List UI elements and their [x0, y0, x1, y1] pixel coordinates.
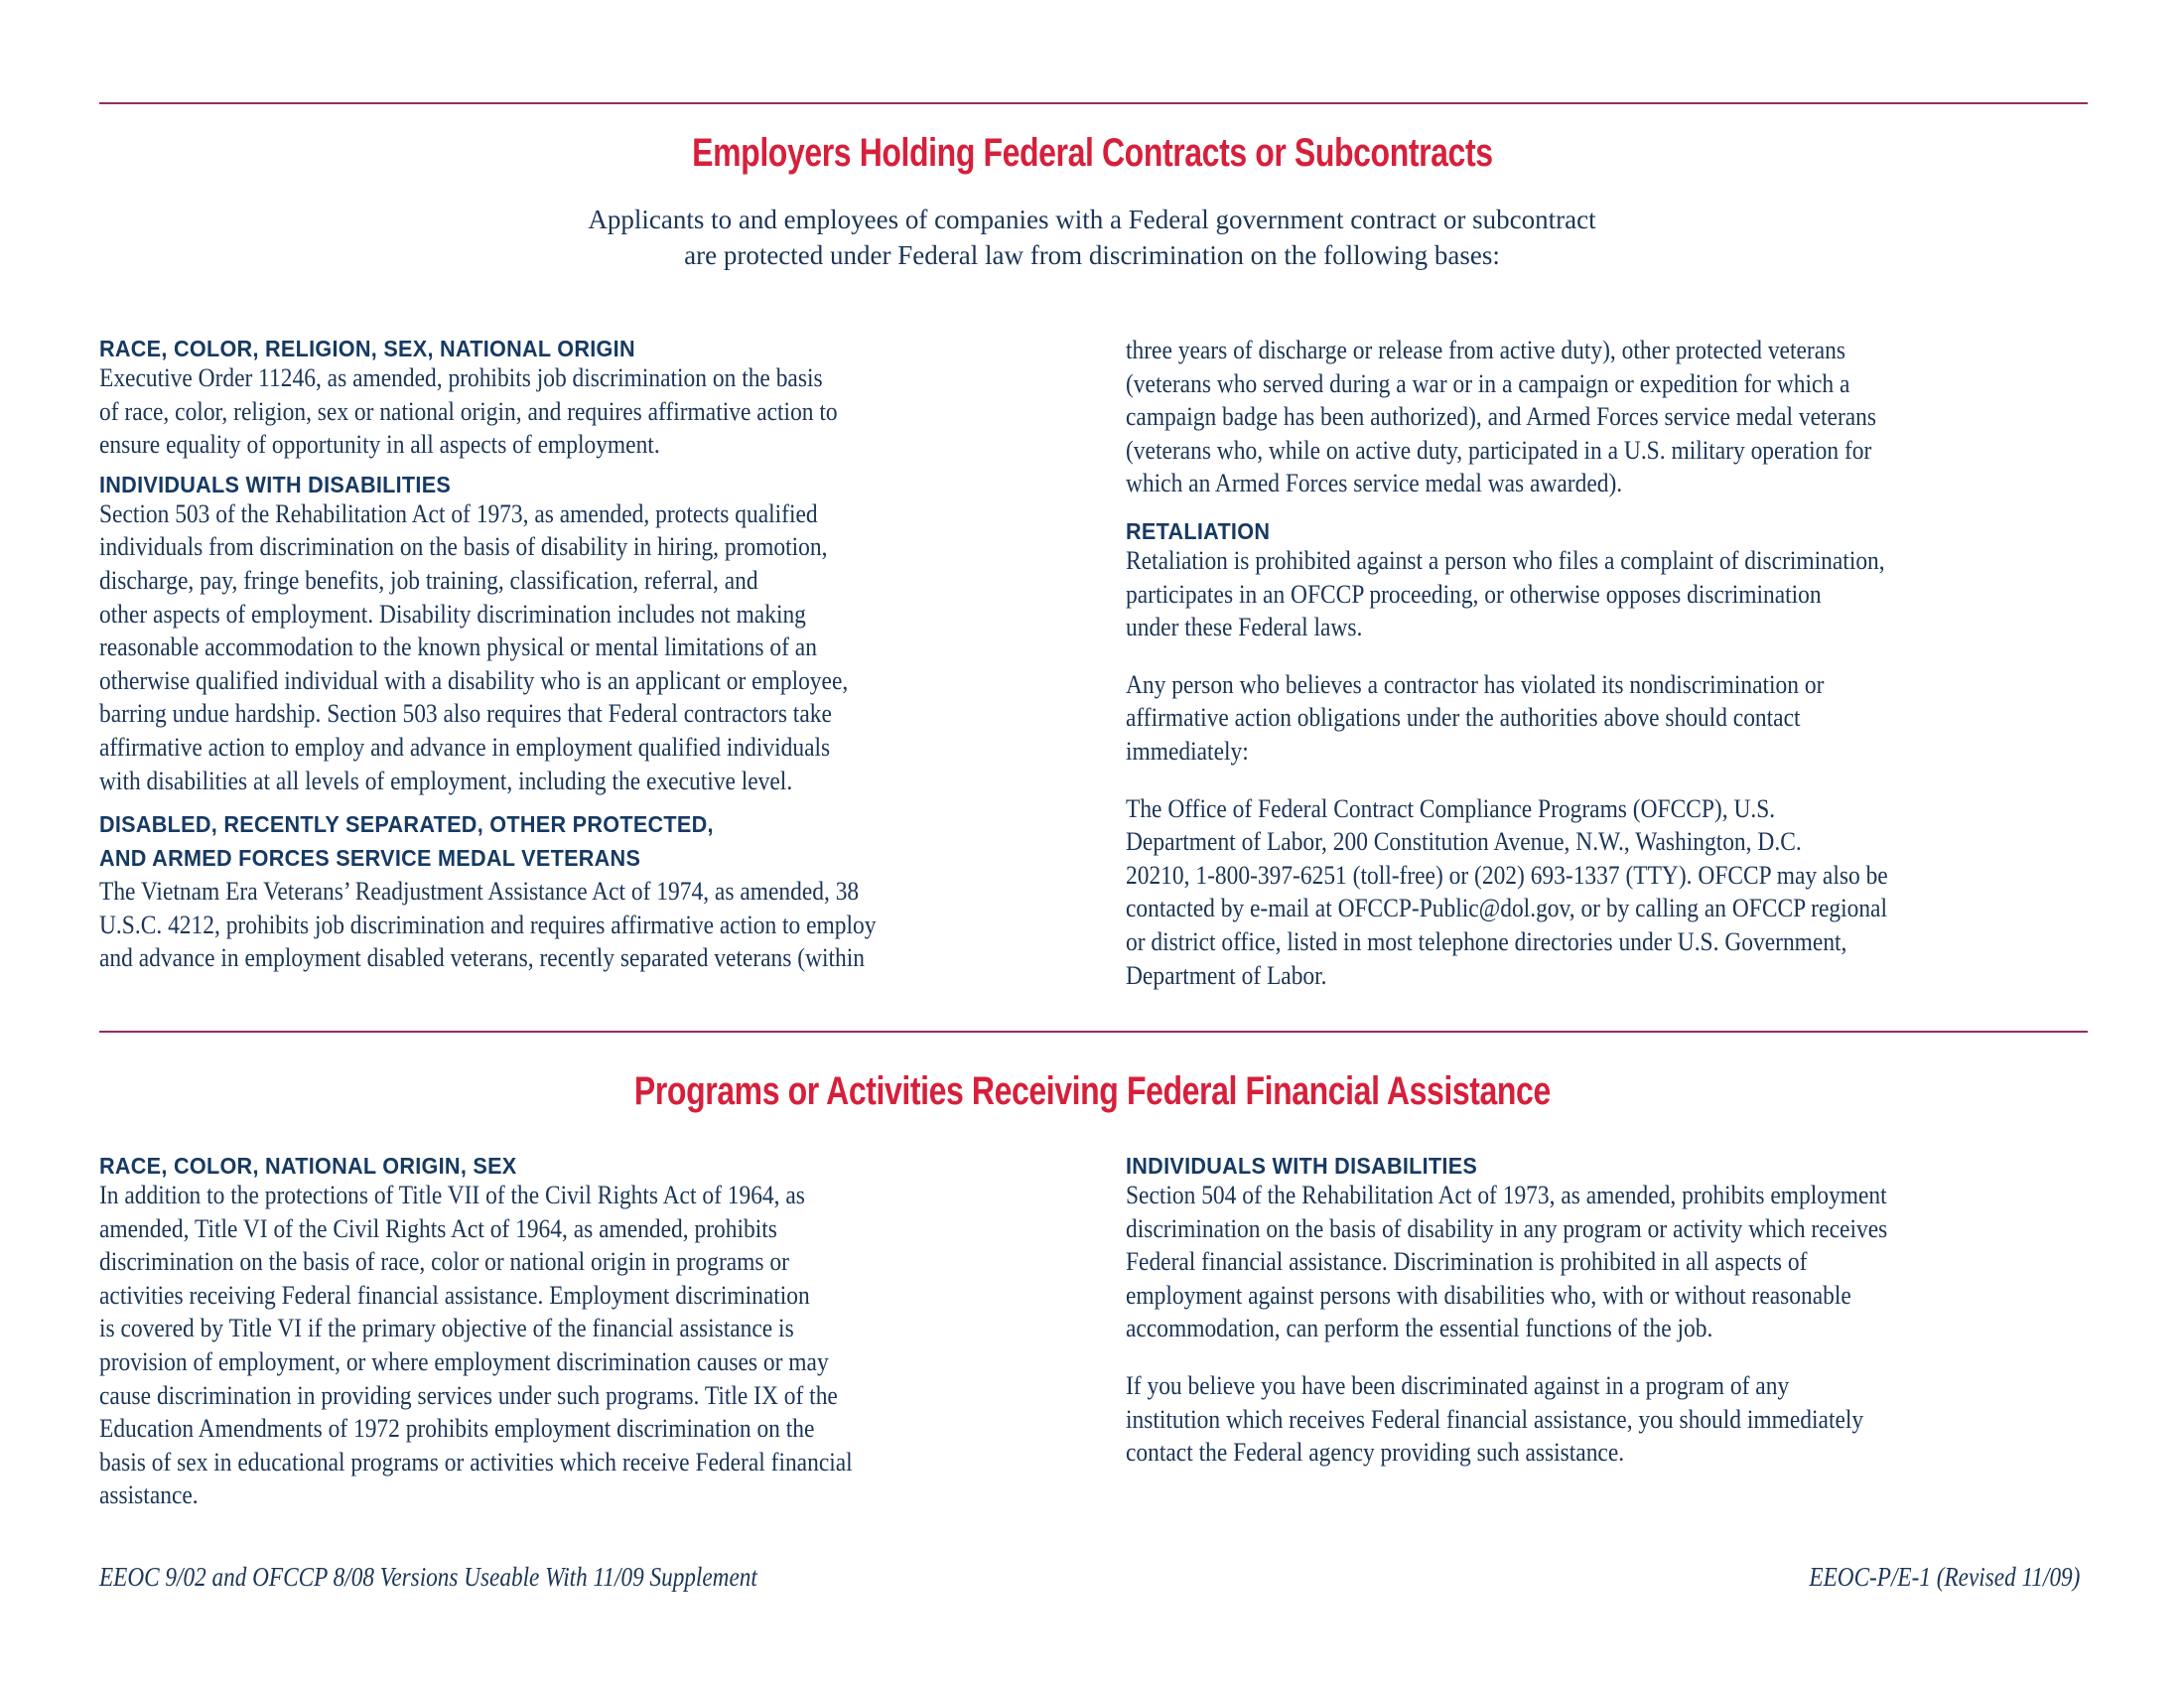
section1-right-column [1126, 334, 2109, 992]
text-line: Federal financial assistance. Discrimination is prohibited in all aspects of [1126, 1246, 1808, 1277]
heading-veterans [99, 807, 1024, 875]
text-line: and advance in employment disabled veterans, recently separated veterans (within [99, 942, 866, 973]
text-line: other aspects of employment. Disability discrimination includes not making [99, 598, 806, 629]
text-line: under these Federal laws. [1126, 612, 1363, 642]
text-line: Department of Labor. [1126, 959, 1327, 990]
paragraph-section503 [99, 497, 1083, 797]
text-line: (veterans who, while on active duty, participated in a U.S. military operation for [1126, 434, 1872, 465]
text-line: U.S.C. 4212, prohibits job discrimination and requires affirmative action to employ [99, 909, 877, 939]
text-line: which an Armed Forces service medal was awarded). [1126, 468, 1623, 498]
text-line: immediately: [1126, 735, 1249, 766]
text-line: contacted by e-mail at OFCCP-Public@dol.gov, or by calling an OFCCP regional [1126, 893, 1887, 923]
text-line: ensure equality of opportunity in all aspects of employment. [99, 429, 660, 460]
heading-individuals-disabilities-504: INDIVIDUALS WITH DISABILITIES [1126, 1153, 1478, 1179]
heading-retaliation: RETALIATION [1126, 517, 1271, 544]
text-line: discrimination on the basis of disability in any program or activity which receives [1126, 1212, 1888, 1243]
section1-intro [0, 202, 2184, 273]
heading-race-color-national-origin: RACE, COLOR, NATIONAL ORIGIN, SEX [99, 1153, 517, 1179]
text-line: amended, Title VI of the Civil Rights Act of 1964, as amended, prohibits [99, 1212, 777, 1243]
text-line: discharge, pay, fringe benefits, job training, classification, referral, and [99, 564, 758, 595]
top-divider [99, 102, 2088, 104]
heading-line: AND ARMED FORCES SERVICE MEDAL VETERANS [99, 845, 641, 872]
text-line: Section 503 of the Rehabilitation Act of 1973, as amended, protects qualified [99, 497, 818, 528]
text-line: Any person who believes a contractor has violated its nondiscrimination or [1126, 668, 1825, 699]
text-line: with disabilities at all levels of employment, including the executive level. [99, 765, 793, 795]
text-line: participates in an OFCCP proceeding, or otherwise opposes discrimination [1126, 578, 1822, 609]
text-line: If you believe you have been discriminated against in a program of any [1126, 1369, 1790, 1400]
intro-line: Applicants to and employees of companies with a Federal government contract or subcontract [588, 205, 1596, 234]
text-line: assistance. [99, 1479, 199, 1510]
section2-right-column [1126, 1153, 2109, 1470]
heading-individuals-disabilities: INDIVIDUALS WITH DISABILITIES [99, 471, 452, 497]
paragraph-section504 [1126, 1179, 2110, 1345]
paragraph-eo11246 [99, 361, 1083, 462]
text-line: or district office, listed in most telephone directories under U.S. Government, [1126, 925, 1847, 956]
text-line: activities receiving Federal financial assistance. Employment discrimination [99, 1279, 810, 1310]
text-line: provision of employment, or where employment discrimination causes or may [99, 1345, 829, 1376]
text-line: basis of sex in educational programs or activities which receive Federal financial [99, 1446, 853, 1477]
text-line: otherwise qualified individual with a disability who is an applicant or employee, [99, 664, 849, 695]
paragraph-retaliation [1126, 544, 2110, 644]
text-line: accommodation, can perform the essential functions of the job. [1126, 1313, 1713, 1343]
text-line: affirmative action obligations under the authorities above should contact [1126, 702, 1801, 733]
paragraph-contact-agency [1126, 1369, 2110, 1470]
paragraph-ofccp-contact [1126, 792, 2110, 993]
text-line: Education Amendments of 1972 prohibits employment discrimination on the [99, 1413, 815, 1444]
text-line: campaign badge has been authorized), and Armed Forces service medal veterans [1126, 401, 1877, 432]
section2-left-column [99, 1153, 1082, 1512]
text-line: (veterans who served during a war or in a campaign or expedition for which a [1126, 367, 1850, 398]
text-line: Section 504 of the Rehabilitation Act of 1973, as amended, prohibits employment [1126, 1180, 1887, 1209]
intro-line: are protected under Federal law from discrimination on the following bases: [684, 240, 1500, 270]
text-line: contact the Federal agency providing such assistance. [1126, 1437, 1625, 1468]
text-line: Executive Order 11246, as amended, prohibits job discrimination on the basis [99, 362, 823, 392]
text-line: barring undue hardship. Section 503 also requires that Federal contractors take [99, 698, 832, 729]
section1-title: Employers Holding Federal Contracts or Subcontracts [692, 131, 1493, 175]
footer-form-number: EEOC-P/E-1 (Revised 11/09) [1809, 1562, 2080, 1592]
section2-title: Programs or Activities Receiving Federal Financial Assistance [633, 1069, 1551, 1113]
text-line: In addition to the protections of Title VII of the Civil Rights Act of 1964, as [99, 1180, 805, 1209]
text-line: cause discrimination in providing services under such programs. Title IX of the [99, 1379, 838, 1410]
text-line: employment against persons with disabilities who, with or without reasonable [1126, 1279, 1851, 1310]
middle-divider [99, 1031, 2088, 1033]
text-line: institution which receives Federal financial assistance, you should immediately [1126, 1403, 1864, 1434]
paragraph-vevraa [99, 875, 1083, 975]
text-line: is covered by Title VI if the primary objective of the financial assistance is [99, 1313, 794, 1343]
text-line: reasonable accommodation to the known physical or mental limitations of an [99, 632, 817, 662]
section1-left-column [99, 336, 1082, 975]
heading-line: DISABLED, RECENTLY SEPARATED, OTHER PROTECTED, [99, 811, 714, 838]
paragraph-title-vi [99, 1179, 1083, 1512]
heading-race-color-religion: RACE, COLOR, RELIGION, SEX, NATIONAL ORIGIN [99, 336, 635, 361]
footer-version-note: EEOC 9/02 and OFCCP 8/08 Versions Useable With 11/09 Supplement [99, 1562, 757, 1592]
text-line: of race, color, religion, sex or national origin, and requires affirmative action to [99, 395, 838, 426]
text-line: discrimination on the basis of race, color or national origin in programs or [99, 1246, 789, 1277]
text-line: The Vietnam Era Veterans’ Readjustment Assistance Act of 1974, as amended, 38 [99, 876, 860, 907]
text-line: Department of Labor, 200 Constitution Avenue, N.W., Washington, D.C. [1126, 826, 1802, 857]
text-line: The Office of Federal Contract Compliance Programs (OFCCP), U.S. [1126, 792, 1776, 823]
text-line: affirmative action to employ and advance in employment qualified individuals [99, 731, 831, 762]
text-line: individuals from discrimination on the basis of disability in hiring, promotion, [99, 531, 828, 562]
text-line: 20210, 1-800-397-6251 (toll-free) or (202) 693-1337 (TTY). OFCCP may also be [1126, 859, 1888, 890]
paragraph-veterans-continued [1126, 334, 2110, 500]
paragraph-contact-intro [1126, 668, 2110, 769]
text-line: three years of discharge or release from active duty), other protected veterans [1126, 335, 1845, 364]
text-line: Retaliation is prohibited against a person who files a complaint of discrimination, [1126, 544, 1885, 575]
